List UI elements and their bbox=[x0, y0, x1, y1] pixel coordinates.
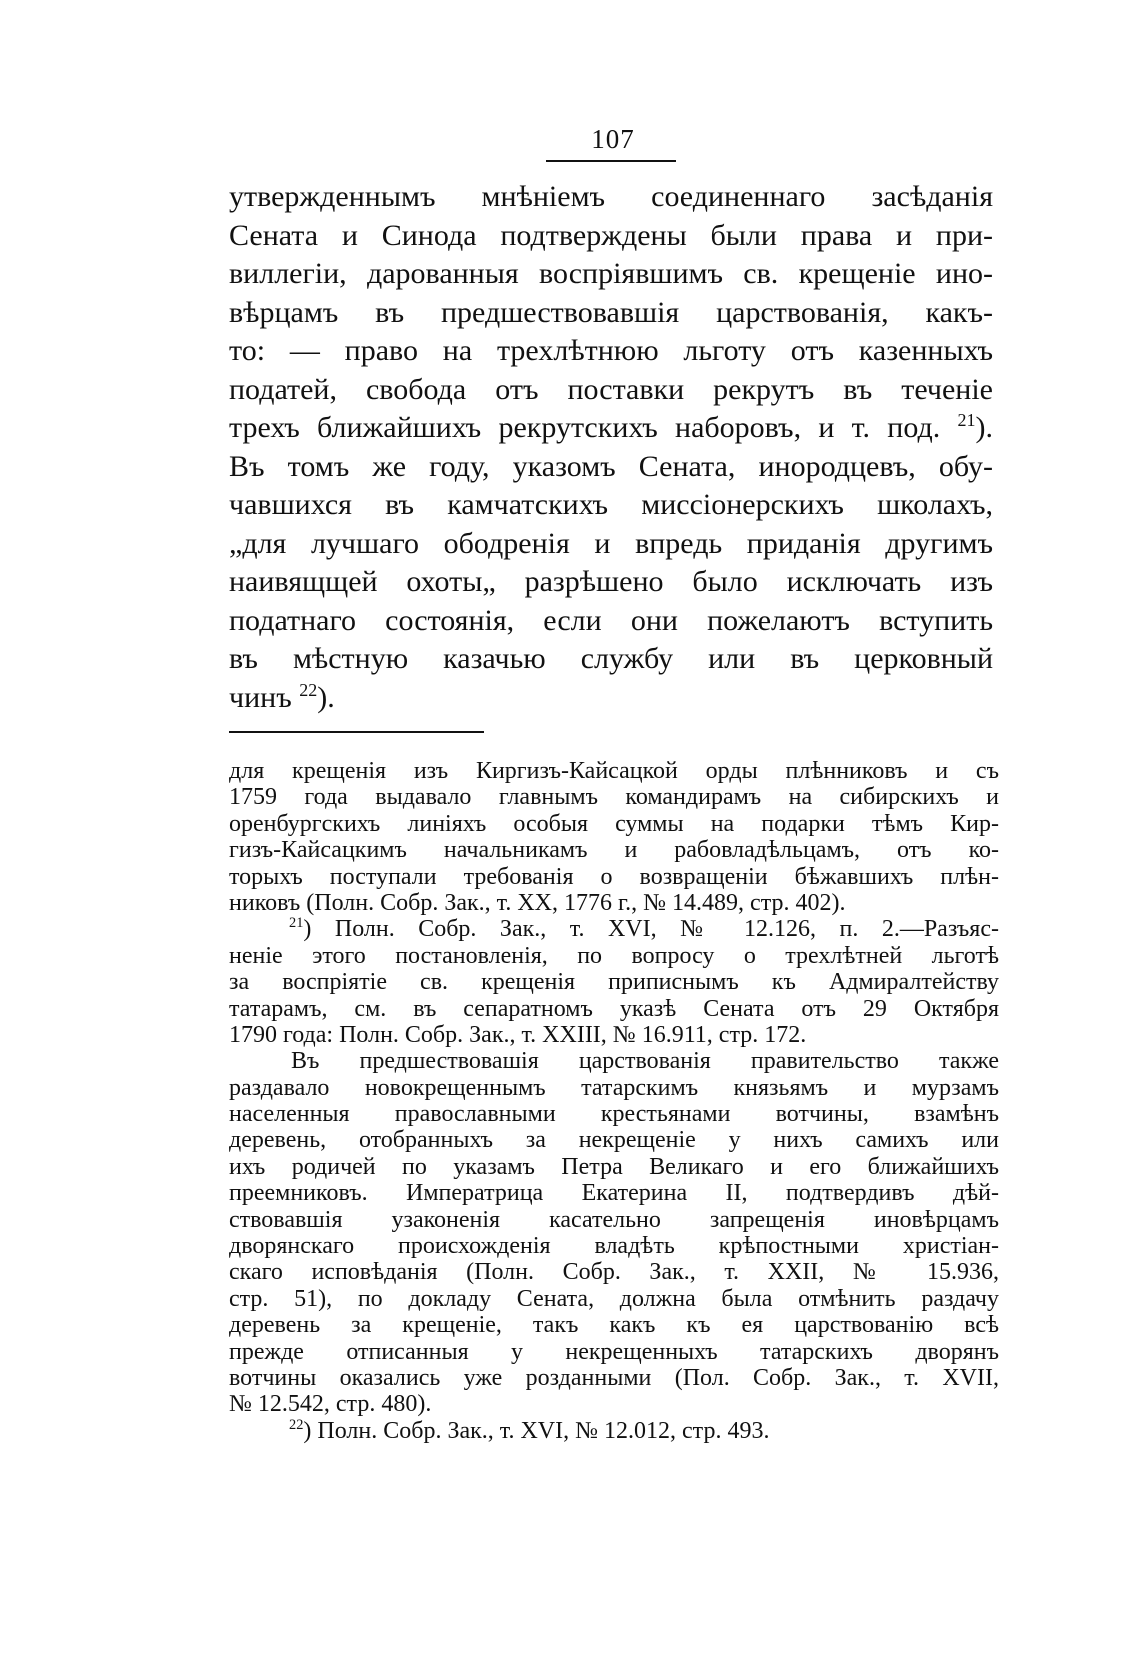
footnote-line: вотчины оказались уже розданными (Пол. Собр. Зак., т. XVII, bbox=[229, 1364, 999, 1391]
footnotes bbox=[229, 758, 999, 1444]
page-number: 107 bbox=[591, 124, 635, 154]
footnote-line: деревень, отобранныхъ за некрещеніе у нихъ самихъ или bbox=[229, 1127, 999, 1154]
main-line: Въ томъ же году, указомъ Сената, инородцевъ, обу- bbox=[229, 449, 993, 483]
footnote-ref-22-close: ). bbox=[317, 680, 335, 714]
main-line-with-ref-21 bbox=[229, 409, 993, 448]
main-line-text: чинъ bbox=[229, 680, 292, 714]
footnote-ref-21-close: ). bbox=[975, 411, 993, 444]
footnote-21-marker: 21 bbox=[289, 915, 304, 932]
footnote-line: населенныя православными крестьянами вотчины, взамѣнъ bbox=[229, 1101, 999, 1128]
footnote-line: раздавало новокрещеннымъ татарскимъ князьямъ и мурзамъ bbox=[229, 1074, 999, 1101]
footnote-line: скаго исповѣданія (Полн. Собр. Зак., т. XXII, № 15.936, bbox=[229, 1259, 999, 1286]
footnote-line: торыхъ поступали требованія о возвращеніи бѣжавшихъ плѣн- bbox=[229, 863, 999, 890]
footnote-line: ствовавшія узаконенія касательно запрещенія иновѣрцамъ bbox=[229, 1206, 999, 1233]
footnote-line: дворянскаго происхожденія владѣть крѣпостными христіан- bbox=[229, 1233, 999, 1260]
page-number-rule bbox=[546, 160, 676, 162]
footnote-line: преемниковъ. Императрица Екатерина II, подтвердивъ дѣй- bbox=[229, 1180, 999, 1207]
footnote-ref-22: 22 bbox=[299, 679, 318, 700]
main-line: податнаго состоянія, если они пожелаютъ вступить bbox=[229, 603, 993, 637]
main-line: то: — право на трехлѣтнюю льготу отъ казенныхъ bbox=[229, 334, 993, 367]
main-line: въ мѣстную казачью службу или въ церковный bbox=[229, 642, 993, 675]
footnote-line: 1759 года выдавало главнымъ командирамъ на сибирскихъ и bbox=[229, 784, 999, 811]
main-line: наивящщей охоты„ разрѣшено было исключать изъ bbox=[229, 565, 993, 598]
footnote-line: деревень за крещеніе, такъ какъ къ ея царствованію всѣ bbox=[229, 1312, 999, 1339]
footnote-line: № 12.542, стр. 480). bbox=[229, 1391, 432, 1418]
footnote-line: 1790 года: Полн. Собр. Зак., т. XXIII, № 16.911, стр. 172. bbox=[229, 1021, 807, 1048]
main-line: утвержденнымъ мнѣніемъ соединеннаго засѣданія bbox=[229, 180, 993, 213]
footnote-line: татарамъ, см. въ сепаратномъ указѣ Сената отъ 29 Октября bbox=[229, 995, 999, 1022]
main-line: вѣрцамъ въ предшествовавшія царствованія, какъ- bbox=[229, 295, 993, 329]
footnote-line: никовъ (Полн. Собр. Зак., т. XX, 1776 г., № 14.489, стр. 402). bbox=[229, 889, 846, 916]
footnote-line: стр. 51), по докладу Сената, должна была отмѣнить раздачу bbox=[229, 1285, 999, 1312]
main-line: виллегіи, дарованныя воспріявшимъ св. крещеніе ино- bbox=[229, 257, 993, 290]
footnote-line: гизъ-Кайсацкимъ начальникамъ и рабовладѣльцамъ, отъ ко- bbox=[229, 837, 999, 864]
footnote-line: за воспріятіе св. крещенія приписнымъ къ Адмиралтейству bbox=[229, 969, 999, 996]
footnote-line: оренбургскихъ линіяхъ особыя суммы на подарки тѣмъ Кир- bbox=[229, 810, 999, 837]
footnote-22-line bbox=[229, 1418, 999, 1444]
footnote-line-text: ) Полн. Собр. Зак., т. XVI, № 12.126, п. 2.—Разъяс- bbox=[303, 916, 999, 943]
footnote-line: ихъ родичей по указамъ Петра Великаго и его ближайшихъ bbox=[229, 1153, 999, 1180]
main-line-text: трехъ ближайшихъ рекрутскихъ наборовъ, и т. под. bbox=[229, 411, 941, 444]
footnote-line-text: ) Полн. Собр. Зак., т. XVI, № 12.012, стр. 493. bbox=[303, 1417, 770, 1444]
footnote-22-marker: 22 bbox=[289, 1416, 304, 1433]
main-line: чавшихся въ камчатскихъ миссіонерскихъ школахъ, bbox=[229, 488, 993, 521]
footnote-separator bbox=[229, 731, 484, 733]
main-line-with-ref-22 bbox=[229, 679, 993, 718]
footnote-ref-21: 21 bbox=[957, 410, 976, 430]
main-line: податей, свобода отъ поставки рекрутъ въ теченіе bbox=[229, 372, 993, 406]
footnote-paragraph-first-line: Въ предшествовашія царствованія правительство также bbox=[291, 1048, 999, 1075]
footnote-21-first-line bbox=[229, 916, 999, 942]
footnote-line: неніе этого постановленія, по вопросу о трехлѣтней льготѣ bbox=[229, 942, 999, 969]
main-line: Сената и Синода подтверждены были права и при- bbox=[229, 218, 993, 252]
main-line: „для лучшаго ободренія и впредь приданія другимъ bbox=[229, 526, 993, 560]
main-text bbox=[229, 178, 993, 717]
footnote-line: прежде отписанныя у некрещенныхъ татарскихъ дворянъ bbox=[229, 1338, 999, 1365]
footnote-line: для крещенія изъ Киргизъ-Кайсацкой орды плѣнниковъ и съ bbox=[229, 758, 999, 784]
